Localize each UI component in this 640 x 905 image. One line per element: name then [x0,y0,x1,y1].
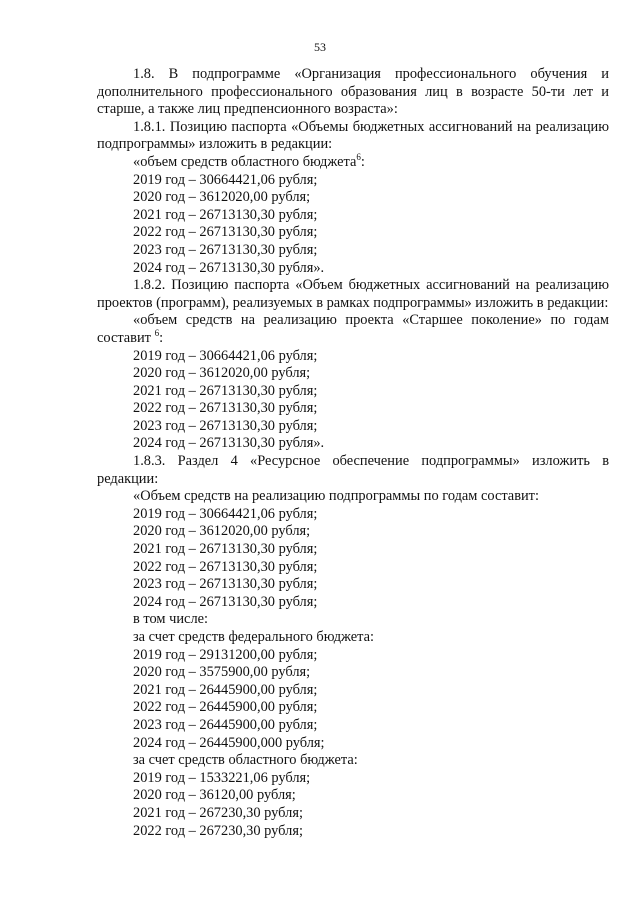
year-line: 2020 год – 3612020,00 рубля; [133,365,311,382]
year-line: 2022 год – 26713130,30 рубля; [133,224,318,241]
regional-budget-label: за счет средств областного бюджета: [133,752,358,769]
year-line: 2021 год – 26713130,30 рубля; [133,206,318,223]
year-line: 2023 год – 26445900,00 рубля; [133,716,318,733]
year-line: 2019 год – 29131200,00 рубля; [133,646,318,663]
year-line: 2023 год – 26713130,30 рубля; [133,241,318,258]
year-line: 2023 год – 26713130,30 рубля; [133,417,318,434]
year-line: 2022 год – 26713130,30 рубля; [133,400,318,417]
year-line: 2019 год – 30664421,06 рубля; [133,505,318,522]
section-1-8-2-paragraph: 1.8.2. Позицию паспорта «Объем бюджетных ассигнований на реализацию проектов (программ), реализуемых в рамках подпрограммы» изложить в редакции: [97,277,609,311]
section-1-8-3-lead: «Объем средств на реализацию подпрограммы по годам составит: [133,488,539,505]
year-line: 2024 год – 26445900,000 рубля; [133,734,325,751]
year-line: 2020 год – 3575900,00 рубля; [133,664,311,681]
year-line: 2020 год – 36120,00 рубля; [133,787,296,804]
year-line: 2021 год – 26445900,00 рубля; [133,681,318,698]
section-1-8-1-lead [97,154,609,172]
year-line: 2024 год – 26713130,30 рубля». [133,259,325,276]
year-line: 2019 год – 30664421,06 рубля; [133,347,318,364]
section-1-8-2-lead-text: «объем средств на реализацию проекта «Старшее поколение» по годам составит [97,312,609,346]
year-line: 2024 год – 26713130,30 рубля». [133,435,325,452]
page-number: 53 [314,40,326,54]
year-line: 2022 год – 26445900,00 рубля; [133,699,318,716]
document-body [97,66,609,840]
section-1-8-1-lead-text: «объем средств областного бюджета [133,153,357,170]
year-line: 2021 год – 267230,30 рубля; [133,804,303,821]
year-line: 2021 год – 26713130,30 рубля; [133,382,318,399]
year-line: 2024 год – 26713130,30 рубля; [133,593,318,610]
footnote-marker: 6 [154,328,160,339]
lead-colon: : [360,153,365,170]
federal-budget-label: за счет средств федерального бюджета: [133,629,375,645]
section-1-8-2-lead [97,312,609,347]
lead-colon: : [159,329,164,346]
section-1-8-1-paragraph: 1.8.1. Позицию паспорта «Объемы бюджетных ассигнований на реализацию подпрограммы» изложить в редакции: [97,118,609,153]
footnote-marker: 6 [356,152,361,163]
year-line: 2020 год – 3612020,00 рубля; [133,523,311,540]
including-label: в том числе: [133,611,209,628]
year-line: 2019 год – 30664421,06 рубля; [133,171,318,188]
year-line: 2019 год – 1533221,06 рубля; [133,769,311,786]
year-line: 2022 год – 267230,30 рубля; [133,822,303,839]
section-1-8-paragraph: 1.8. В подпрограмме «Организация профессионального обучения и дополнительного профессионального образования лиц в возрасте 50-ти лет и старше, а также лиц предпенсионного возраста»: [97,66,609,118]
year-line: 2021 год – 26713130,30 рубля; [133,541,318,558]
section-1-8-3-paragraph: 1.8.3. Раздел 4 «Ресурсное обеспечение подпрограммы» изложить в редакции: [97,453,609,487]
year-line: 2023 год – 26713130,30 рубля; [133,576,318,593]
year-line: 2022 год – 26713130,30 рубля; [133,558,318,575]
year-line: 2020 год – 3612020,00 рубля; [133,189,311,206]
